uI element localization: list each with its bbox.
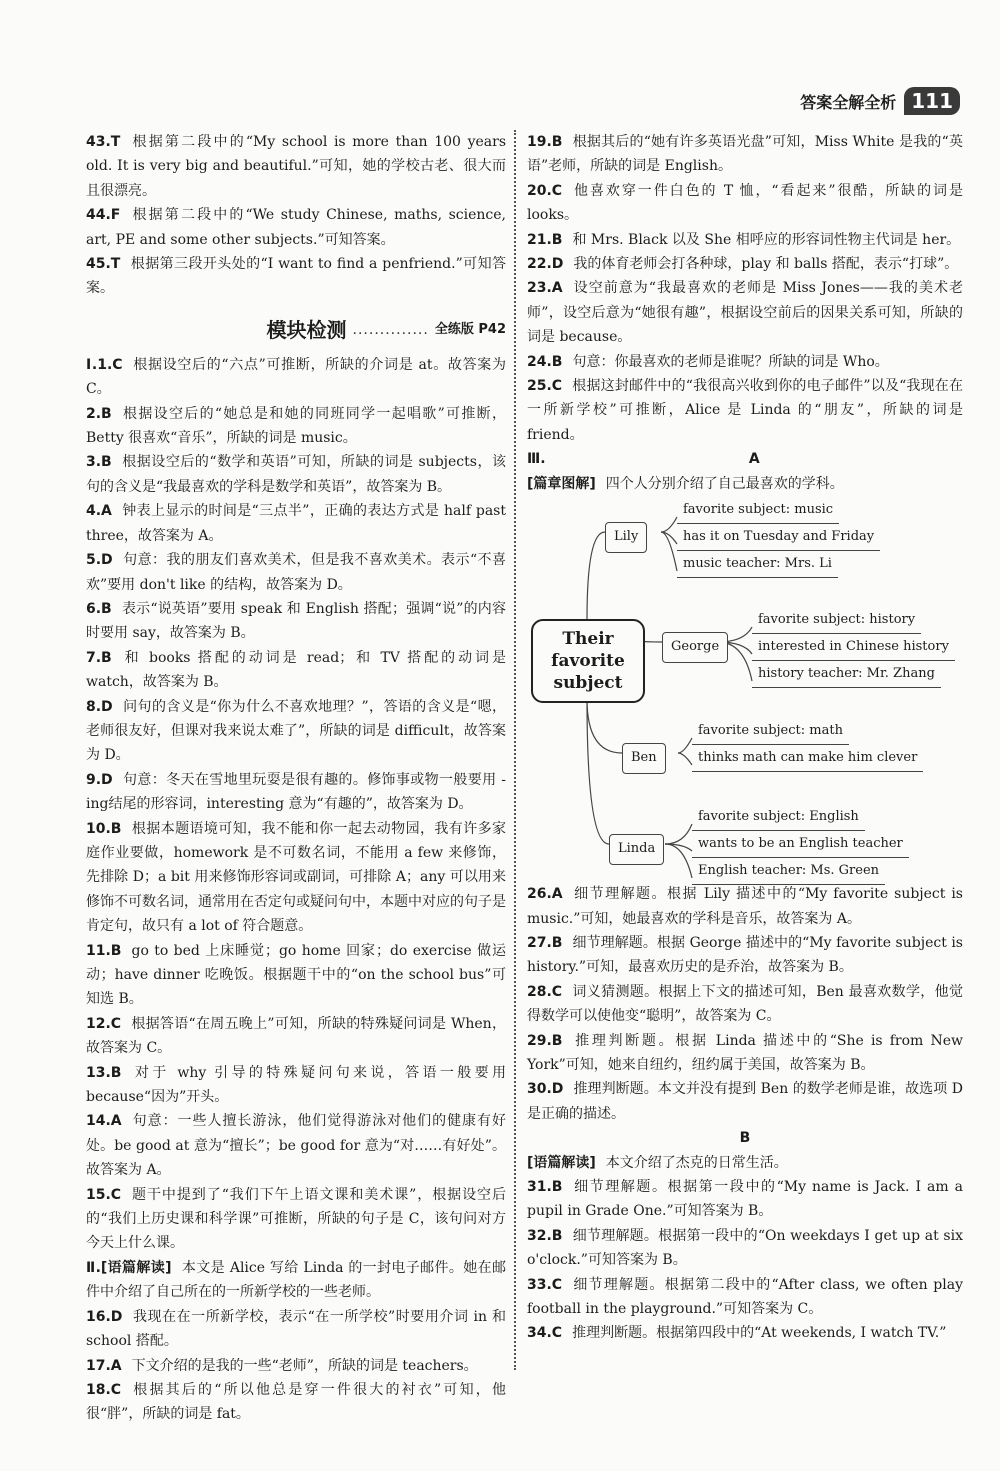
answer-entry <box>86 402 506 451</box>
answer-key: 16.D <box>86 1308 123 1325</box>
part-a-intro-text: 四个人分别介绍了自己最喜欢的学科。 <box>605 475 844 492</box>
answer-key: 45.T <box>86 256 121 273</box>
answer-text: 设空前意为“我最喜欢的老师是 Miss Jones——我的美术老师”，设空后意为“她很有趣”，根据设空前后的因果关系可知，所缺的词是 because。 <box>527 280 963 346</box>
answer-entry <box>527 882 963 931</box>
answer-key: 7.B <box>86 649 112 666</box>
left-column <box>86 130 506 1427</box>
mind-map-line: wants to be an English teacher <box>692 832 909 857</box>
answer-key: 34.C <box>527 1325 563 1342</box>
answer-entry <box>86 768 506 817</box>
answer-entry <box>86 1061 506 1110</box>
part-b-intro-key: [语篇解读] <box>527 1154 596 1171</box>
answer-key: 43.T <box>86 134 121 150</box>
answer-entry <box>527 1273 963 1322</box>
answer-key: 28.C <box>527 983 563 1000</box>
module-ref: 全练版 P42 <box>434 321 506 337</box>
answer-key: 23.A <box>527 280 563 297</box>
mind-map-node: Linda <box>609 834 664 864</box>
part-b-letter: B <box>739 1130 751 1147</box>
answer-text: 我现在在一所新学校，表示“在一所学校”时要用介词 in 和 school 搭配。 <box>86 1308 506 1350</box>
mind-map-line: favorite subject: history <box>752 608 921 633</box>
part-a-intro <box>527 472 963 496</box>
answer-text: 下文介绍的是我的一些“老师”，所缺的词是 teachers。 <box>131 1357 478 1374</box>
mind-map-connector <box>587 699 622 753</box>
answer-key: 3.B <box>86 454 112 471</box>
answer-entry <box>527 980 963 1029</box>
answer-entry <box>86 450 506 499</box>
answer-key: 31.B <box>527 1178 563 1195</box>
answer-entry <box>86 252 506 301</box>
answer-text: 钟表上显示的时间是“三点半”，正确的表达方式是 half past three，故答案为 A。 <box>86 503 506 544</box>
mind-map-line: history teacher: Mr. Zhang <box>752 662 941 687</box>
mind-map-connector <box>661 532 677 571</box>
module-title: 模块检测 <box>266 317 347 342</box>
mind-map-line: favorite subject: music <box>677 498 839 523</box>
answer-key: 4.A <box>86 503 112 520</box>
answer-entry <box>86 939 506 1012</box>
answer-text: 根据这封邮件中的“我很高兴收到你的电子邮件”以及“我现在在一所新学校”可推断，Alice 是 Linda 的“朋友”，所缺的词是 friend。 <box>527 378 963 443</box>
answer-entry <box>86 1378 506 1427</box>
page-number: 111 <box>904 87 960 115</box>
answer-entry <box>527 1321 963 1345</box>
answer-key: 18.C <box>86 1381 122 1398</box>
answer-text: 问句的含义是“你为什么不喜欢地理？”，答语的含义是“嗯，老师很友好，但课对我来说太难了”，所缺的词是 difficult，故答案为 D。 <box>86 698 506 764</box>
module-dots: .............. <box>352 321 429 338</box>
mind-map-connector <box>665 844 692 878</box>
mind-map-node: Lily <box>605 522 647 552</box>
mind-map-connector <box>587 532 605 619</box>
answer-key: 32.B <box>527 1227 563 1244</box>
answer-text: 和 books 搭配的动词是 read；和 TV 搭配的动词是 watch，故答案为 B。 <box>86 649 506 691</box>
answer-entry <box>527 228 963 252</box>
answer-key: 2.B <box>86 405 112 422</box>
answer-entry <box>86 1183 506 1256</box>
answer-entry <box>527 1077 963 1126</box>
answer-key: 14.A <box>86 1113 122 1130</box>
mind-map-center-text: Their favorite subject <box>551 629 625 694</box>
mind-map-center <box>531 619 645 703</box>
answer-text: 细节理解题。根据第一段中的“On weekdays I get up at six o'clock.”可知答案为 B。 <box>527 1227 963 1269</box>
answer-text: 表示“说英语”要用 speak 和 English 搭配；强调“说”的内容时要用 say，故答案为 B。 <box>86 600 506 642</box>
mind-map-line: thinks math can make him clever <box>692 746 923 771</box>
answer-entry <box>527 130 963 179</box>
answer-entry <box>86 499 506 548</box>
mind-map-node: George <box>662 632 728 662</box>
answer-text: 根据设空后的“六点”可推断，所缺的介词是 at。故答案为 C。 <box>86 356 506 398</box>
part-three-header <box>527 447 963 471</box>
column-divider <box>514 130 516 1370</box>
answer-text: 对于 why 引导的特殊疑问句来说，答语一般要用 because“因为”开头。 <box>86 1064 506 1106</box>
answer-key: 33.C <box>527 1276 563 1293</box>
answer-key: 22.D <box>527 256 564 273</box>
right-column <box>527 130 963 1346</box>
answer-key: 13.B <box>86 1064 122 1081</box>
mind-map-connector <box>678 753 692 765</box>
answer-entry <box>527 252 963 276</box>
answer-entry <box>86 1305 506 1354</box>
answer-entry <box>86 130 506 203</box>
answer-text: 细节理解题。根据 George 描述中的“My favorite subject is history.”可知，最喜欢历史的是乔治，故答案为 B。 <box>527 934 963 976</box>
answer-text: 细节理解题。根据第一段中的“My name is Jack. I am a pupil in Grade One.”可知答案为 B。 <box>527 1178 963 1220</box>
answer-key: 10.B <box>86 820 122 837</box>
answer-key: 29.B <box>527 1032 563 1049</box>
answer-text: 根据第三段开头处的“I want to find a penfriend.”可知答案。 <box>86 256 506 297</box>
answer-text: 根据第二段中的“My school is more than 100 years old. It is very big and beautiful.”可知，她的学校古老、很大而且很漂亮。 <box>86 134 506 199</box>
answer-entry <box>86 1256 506 1305</box>
mind-map-line: favorite subject: math <box>692 719 849 744</box>
answer-key: 15.C <box>86 1186 122 1203</box>
answer-text: 推理判断题。根据第四段中的“At weekends, I watch TV.” <box>572 1325 947 1342</box>
answer-key: 20.C <box>527 182 563 199</box>
answer-text: 根据答语“在周五晚上”可知，所缺的特殊疑问词是 When，故答案为 C。 <box>86 1015 506 1057</box>
answer-entry <box>86 1354 506 1378</box>
answer-key: 8.D <box>86 698 113 715</box>
answer-text: 句意：你最喜欢的老师是谁呢？所缺的词是 Who。 <box>572 353 889 370</box>
answer-text: 根据本题语境可知，我不能和你一起去动物园，我有许多家庭作业要做，homework 是不可数名词，不能用 a few 来修饰，先排除 D；a bit 用来修饰形容词或副词，可排除 A；any 可以用来修饰不可数名词，通常用在否定句或疑问句中，本题中对应的句子是肯定句，故只有 a lot of 符合题意。 <box>86 820 506 935</box>
mind-map-connector <box>661 517 677 532</box>
answer-entry <box>86 203 506 252</box>
answer-text: go to bed 上床睡觉；go home 回家；do exercise 做运动；have dinner 吃晚饭。根据题干中的“on the school bus”可知选 B。 <box>86 942 506 1008</box>
part-three-label: Ⅲ. <box>527 451 546 468</box>
answer-key: Ⅱ.[语篇解读] <box>86 1259 172 1276</box>
answer-key: 27.B <box>527 934 563 951</box>
answer-entry <box>527 276 963 349</box>
answer-text: 根据第二段中的“We study Chinese, maths, science, art, PE and some other subjects.”可知答案。 <box>86 207 506 248</box>
answer-text: 和 Mrs. Black 以及 She 相呼应的形容词性物主代词是 her。 <box>572 231 961 248</box>
answer-text: 根据设空后的“她总是和她的同班同学一起唱歌”可推断，Betty 很喜欢“音乐”，所缺的词是 music。 <box>86 405 506 447</box>
answer-key: 12.C <box>86 1015 122 1032</box>
mind-map-connector <box>665 824 692 844</box>
answer-entry <box>527 1224 963 1273</box>
answer-entry <box>86 695 506 768</box>
mind-map-connector <box>678 738 692 753</box>
answer-key: 26.A <box>527 886 563 903</box>
mind-map-line: interested in Chinese history <box>752 635 955 660</box>
part-b-intro <box>527 1151 963 1175</box>
answer-key: 44.F <box>86 207 121 224</box>
answer-key: 17.A <box>86 1357 122 1374</box>
mind-map-line: English teacher: Ms. Green <box>692 859 885 884</box>
answer-key: 9.D <box>86 771 113 788</box>
answer-text: 题干中提到了“我们下午上语文课和美术课”，根据设空后的“我们上历史课和科学课”可推断，所缺的句子是 C，该句问对方今天上什么课。 <box>86 1186 506 1252</box>
part-a-letter: A <box>748 451 760 468</box>
answer-text: 根据其后的“所以他总是穿一件很大的衬衣”可知，他很“胖”，所缺的词是 fat。 <box>86 1381 506 1423</box>
answer-entry <box>527 374 963 447</box>
page-header <box>800 84 960 118</box>
mind-map-node: Ben <box>622 743 666 773</box>
answer-text: 他喜欢穿一件白色的 T 恤，“看起来”很酷，所缺的词是 looks。 <box>527 182 963 224</box>
mind-map-line: has it on Tuesday and Friday <box>677 525 880 550</box>
answer-key: 19.B <box>527 134 563 150</box>
answer-entry <box>86 353 506 402</box>
answer-text: 根据设空后的“数学和英语”可知，所缺的词是 subjects，该句的含义是“我最喜欢的学科是数学和英语”，故答案为 B。 <box>86 454 506 495</box>
answer-text: 细节理解题。根据 Lily 描述中的“My favorite subject is music.”可知，她最喜欢的学科是音乐，故答案为 A。 <box>527 886 963 927</box>
answer-entry <box>86 1012 506 1061</box>
answer-entry <box>527 1175 963 1224</box>
answer-text: 推理判断题。根据 Linda 描述中的“She is from New York”可知，她来自纽约，纽约属于美国，故答案为 B。 <box>527 1032 963 1073</box>
answer-entry <box>86 1109 506 1182</box>
answer-key: 25.C <box>527 378 563 395</box>
answer-key: 21.B <box>527 231 563 248</box>
mind-map-line: favorite subject: English <box>692 805 865 830</box>
answer-entry <box>86 548 506 597</box>
mind-map <box>527 498 963 878</box>
answer-entry <box>527 179 963 228</box>
answer-text: 句意：一些人擅长游泳，他们觉得游泳对他们的健康有好处。be good at 意为“擅长”；be good for 意为“对……有好处”。故答案为 A。 <box>86 1113 506 1179</box>
module-heading <box>86 315 506 345</box>
part-b-intro-text: 本文介绍了杰克的日常生活。 <box>605 1154 788 1171</box>
answer-text: 我的体育老师会打各种球，play 和 balls 搭配，表示“打球”。 <box>573 256 959 273</box>
section-title: 答案全解全析 <box>800 92 897 112</box>
answer-key: 24.B <box>527 353 563 370</box>
answer-text: 推理判断题。本文并没有提到 Ben 的数学老师是谁，故选项 D 是正确的描述。 <box>527 1081 963 1122</box>
answer-key: Ⅰ.1.C <box>86 356 123 373</box>
answer-entry <box>86 646 506 695</box>
answer-text: 句意：我的朋友们喜欢美术，但是我不喜欢美术。表示“不喜欢”要用 don't like 的结构，故答案为 D。 <box>86 552 506 593</box>
answer-key: 11.B <box>86 942 122 959</box>
answer-key: 5.D <box>86 552 113 569</box>
answer-text: 根据其后的“她有许多英语光盘”可知，Miss White 是我的“英语”老师，所缺的词是 English。 <box>527 134 963 175</box>
answer-entry <box>527 350 963 374</box>
answer-text: 细节理解题。根据第二段中的“After class, we often play football in the playground.”可知答案为 C。 <box>527 1276 963 1317</box>
answer-entry <box>86 817 506 939</box>
answer-entry <box>527 1029 963 1078</box>
answer-text: 句意：冬天在雪地里玩耍是很有趣的。修饰事或物一般要用 -ing结尾的形容词，interesting 意为“有趣的”，故答案为 D。 <box>86 771 506 813</box>
answer-entry <box>527 931 963 980</box>
answer-entry <box>86 597 506 646</box>
answer-key: 6.B <box>86 600 112 617</box>
mind-map-line: music teacher: Mrs. Li <box>677 552 838 577</box>
answer-text: 词义猜测题。根据上下文的描述可知，Ben 最喜欢数学，他觉得数学可以使他变“聪明”，故答案为 C。 <box>527 983 963 1025</box>
mind-map-connector <box>587 699 609 844</box>
answer-key: 30.D <box>527 1081 564 1098</box>
answer-text: 本文是 Alice 写给 Linda 的一封电子邮件。她在邮件中介绍了自己所在的一所新学校的一些老师。 <box>86 1259 506 1301</box>
part-a-intro-key: [篇章图解] <box>527 475 596 492</box>
